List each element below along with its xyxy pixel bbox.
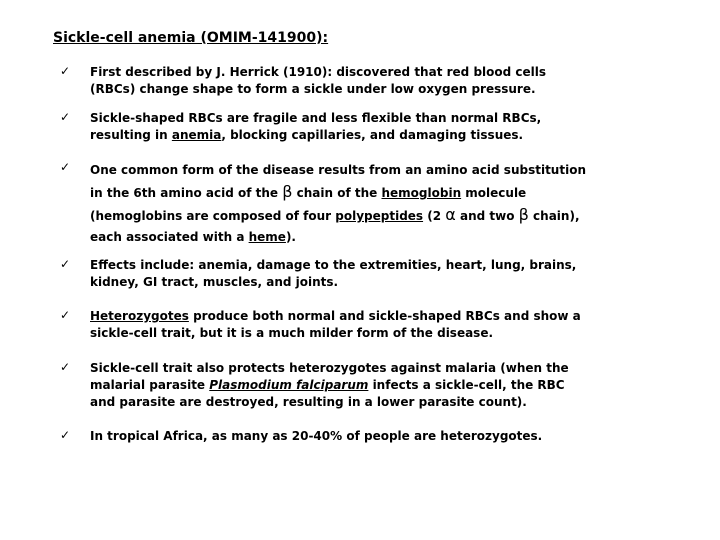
text-segment: malarial parasite: [90, 378, 210, 392]
text-segment: kidney, GI tract, muscles, and joints.: [90, 275, 339, 289]
bullet-text: [90, 160, 586, 248]
text-line: [90, 257, 576, 274]
text-segment: each associated with a: [90, 230, 249, 244]
text-segment: in the 6th amino acid of the: [90, 186, 283, 200]
text-segment: One common form of the disease results from an amino acid substitution: [90, 163, 586, 177]
text-line: [90, 394, 569, 411]
text-line: [90, 110, 541, 127]
text-line: [90, 308, 581, 325]
text-segment: and two: [455, 209, 519, 223]
checkmark-icon: ✓: [60, 64, 71, 78]
link-term[interactable]: anemia: [171, 128, 222, 142]
text-segment: (2: [423, 209, 446, 223]
checkmark-icon: ✓: [60, 160, 71, 174]
text-line: [90, 181, 586, 204]
bullet-text: [90, 110, 541, 144]
text-line: [90, 227, 586, 248]
checkmark-icon: ✓: [60, 308, 71, 322]
checkmark-icon: ✓: [60, 360, 71, 374]
text-line: [90, 160, 586, 181]
text-segment: chain of the: [292, 186, 382, 200]
checkmark-icon: ✓: [60, 428, 71, 442]
text-line: [90, 360, 569, 377]
text-line: [90, 204, 586, 227]
text-segment: chain),: [528, 209, 580, 223]
text-line: [90, 81, 546, 98]
bullet-text: [90, 308, 581, 342]
link-term[interactable]: hemoglobin: [381, 186, 462, 200]
checkmark-icon: ✓: [60, 257, 71, 271]
text-segment: produce both normal and sickle-shaped RBCs and show a: [188, 309, 581, 323]
text-segment: Effects include: anemia, damage to the extremities, heart, lung, brains,: [90, 258, 577, 272]
text-line: [90, 274, 576, 291]
text-segment: and parasite are destroyed, resulting in a lower parasite count).: [90, 395, 527, 409]
text-segment: infects a sickle-cell, the RBC: [368, 378, 565, 392]
text-line: [90, 64, 546, 81]
text-segment: (hemoglobins are composed of four: [90, 209, 336, 223]
bullet-text: [90, 257, 576, 291]
text-segment: Sickle-cell trait also protects heterozygotes against malaria (when the: [90, 361, 569, 375]
link-term[interactable]: polypeptides: [335, 209, 424, 223]
greek-symbol: β: [282, 182, 293, 201]
text-segment: In tropical Africa, as many as 20-40% of people are heterozygotes.: [90, 429, 543, 443]
bullet-text: [90, 428, 542, 445]
text-segment: , blocking capillaries, and damaging tissues.: [221, 128, 524, 142]
text-line: [90, 377, 569, 394]
checkmark-icon: ✓: [60, 110, 71, 124]
text-line: [90, 428, 542, 445]
text-segment: molecule: [461, 186, 527, 200]
greek-symbol: α: [445, 205, 456, 224]
bullet-text: [90, 360, 569, 411]
text-segment: First described by J. Herrick (1910): discovered that red blood cells: [90, 65, 547, 79]
text-segment: resulting in: [90, 128, 172, 142]
text-segment: sickle-cell trait, but it is a much milder form of the disease.: [90, 326, 494, 340]
link-term[interactable]: Heterozygotes: [90, 309, 189, 323]
text-line: [90, 325, 581, 342]
text-segment: Sickle-shaped RBCs are fragile and less flexible than normal RBCs,: [90, 111, 542, 125]
bullet-text: [90, 64, 546, 98]
link-term[interactable]: Plasmodium falciparum: [209, 378, 369, 392]
text-segment: ).: [285, 230, 296, 244]
slide-title: Sickle-cell anemia (OMIM-141900):: [53, 30, 329, 46]
link-term[interactable]: heme: [248, 230, 286, 244]
text-segment: (RBCs) change shape to form a sickle under low oxygen pressure.: [90, 82, 536, 96]
greek-symbol: β: [518, 205, 529, 224]
text-line: [90, 127, 541, 144]
